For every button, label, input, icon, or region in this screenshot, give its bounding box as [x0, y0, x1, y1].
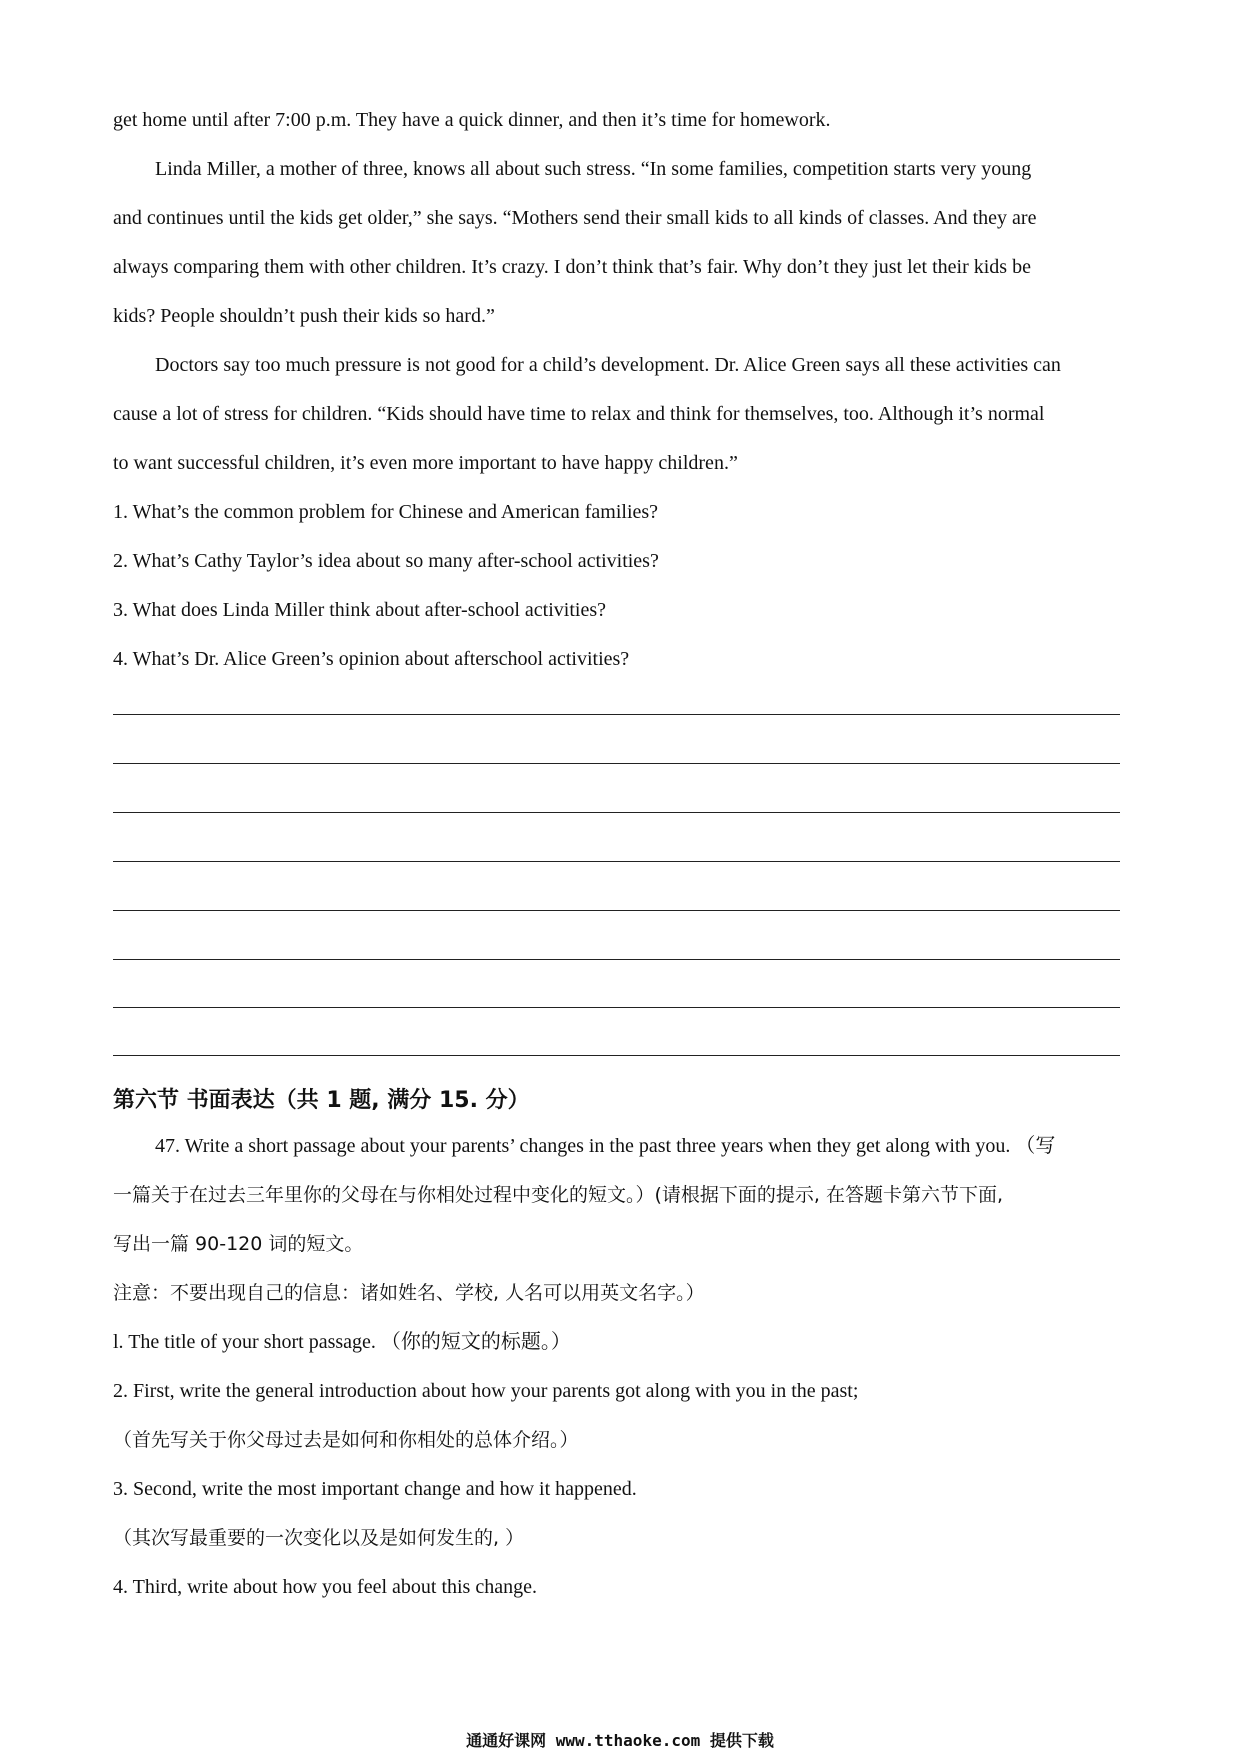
hint-3-cn: （其次写最重要的一次变化以及是如何发生的, ）	[113, 1527, 525, 1549]
question-1: 1. What’s the common problem for Chinese and American families?	[113, 501, 659, 523]
section-heading: 第六节 书面表达（共 1 题, 满分 15. 分）	[113, 1088, 530, 1113]
answer-line[interactable]	[113, 1007, 1120, 1008]
task-prompt-line: 47. Write a short passage about your parents’ changes in the past three years when they get along with you. （写	[155, 1135, 1056, 1157]
task-note: 注意：不要出现自己的信息：诸如姓名、学校, 人名可以用英文名字。）	[113, 1282, 705, 1304]
answer-line[interactable]	[113, 861, 1120, 862]
passage-line: Linda Miller, a mother of three, knows all about such stress. “In some families, competition starts very young	[155, 158, 1032, 180]
answer-line[interactable]	[113, 714, 1120, 715]
answer-line[interactable]	[113, 812, 1120, 813]
answer-line[interactable]	[113, 959, 1120, 960]
answer-line[interactable]	[113, 763, 1120, 764]
question-3: 3. What does Linda Miller think about after-school activities?	[113, 599, 606, 621]
task-prompt-line: 写出一篇 90-120 词的短文。	[113, 1233, 364, 1255]
passage-line: cause a lot of stress for children. “Kids should have time to relax and think for themselves, too. Although it’s normal	[113, 403, 1045, 425]
passage-line: get home until after 7:00 p.m. They have a quick dinner, and then it’s time for homework.	[113, 109, 831, 131]
hint-3: 3. Second, write the most important change and how it happened.	[113, 1478, 637, 1500]
answer-line[interactable]	[113, 910, 1120, 911]
hint-1: l. The title of your short passage. （你的短文的标题。）	[113, 1331, 571, 1353]
hint-4: 4. Third, write about how you feel about this change.	[113, 1576, 537, 1598]
hint-2-cn: （首先写关于你父母过去是如何和你相处的总体介绍。）	[113, 1429, 579, 1451]
question-2: 2. What’s Cathy Taylor’s idea about so many after-school activities?	[113, 550, 659, 572]
hint-2: 2. First, write the general introduction about how your parents got along with you in the past;	[113, 1380, 859, 1402]
passage-line: and continues until the kids get older,” she says. “Mothers send their small kids to all kinds of classes. And they are	[113, 207, 1037, 229]
answer-line[interactable]	[113, 1055, 1120, 1056]
task-prompt-line: 一篇关于在过去三年里你的父母在与你相处过程中变化的短文。）(请根据下面的提示, 在答题卡第六节下面,	[113, 1184, 1004, 1206]
passage-line: Doctors say too much pressure is not good for a child’s development. Dr. Alice Green says all these activities can	[155, 354, 1061, 376]
passage-line: always comparing them with other children. It’s crazy. I don’t think that’s fair. Why don’t they just let their kids be	[113, 256, 1031, 278]
footer-watermark: 通通好课网 www.tthaoke.com 提供下载	[466, 1731, 774, 1750]
passage-line: to want successful children, it’s even more important to have happy children.”	[113, 452, 738, 474]
passage-line: kids? People shouldn’t push their kids so hard.”	[113, 305, 495, 327]
question-4: 4. What’s Dr. Alice Green’s opinion about afterschool activities?	[113, 648, 630, 670]
